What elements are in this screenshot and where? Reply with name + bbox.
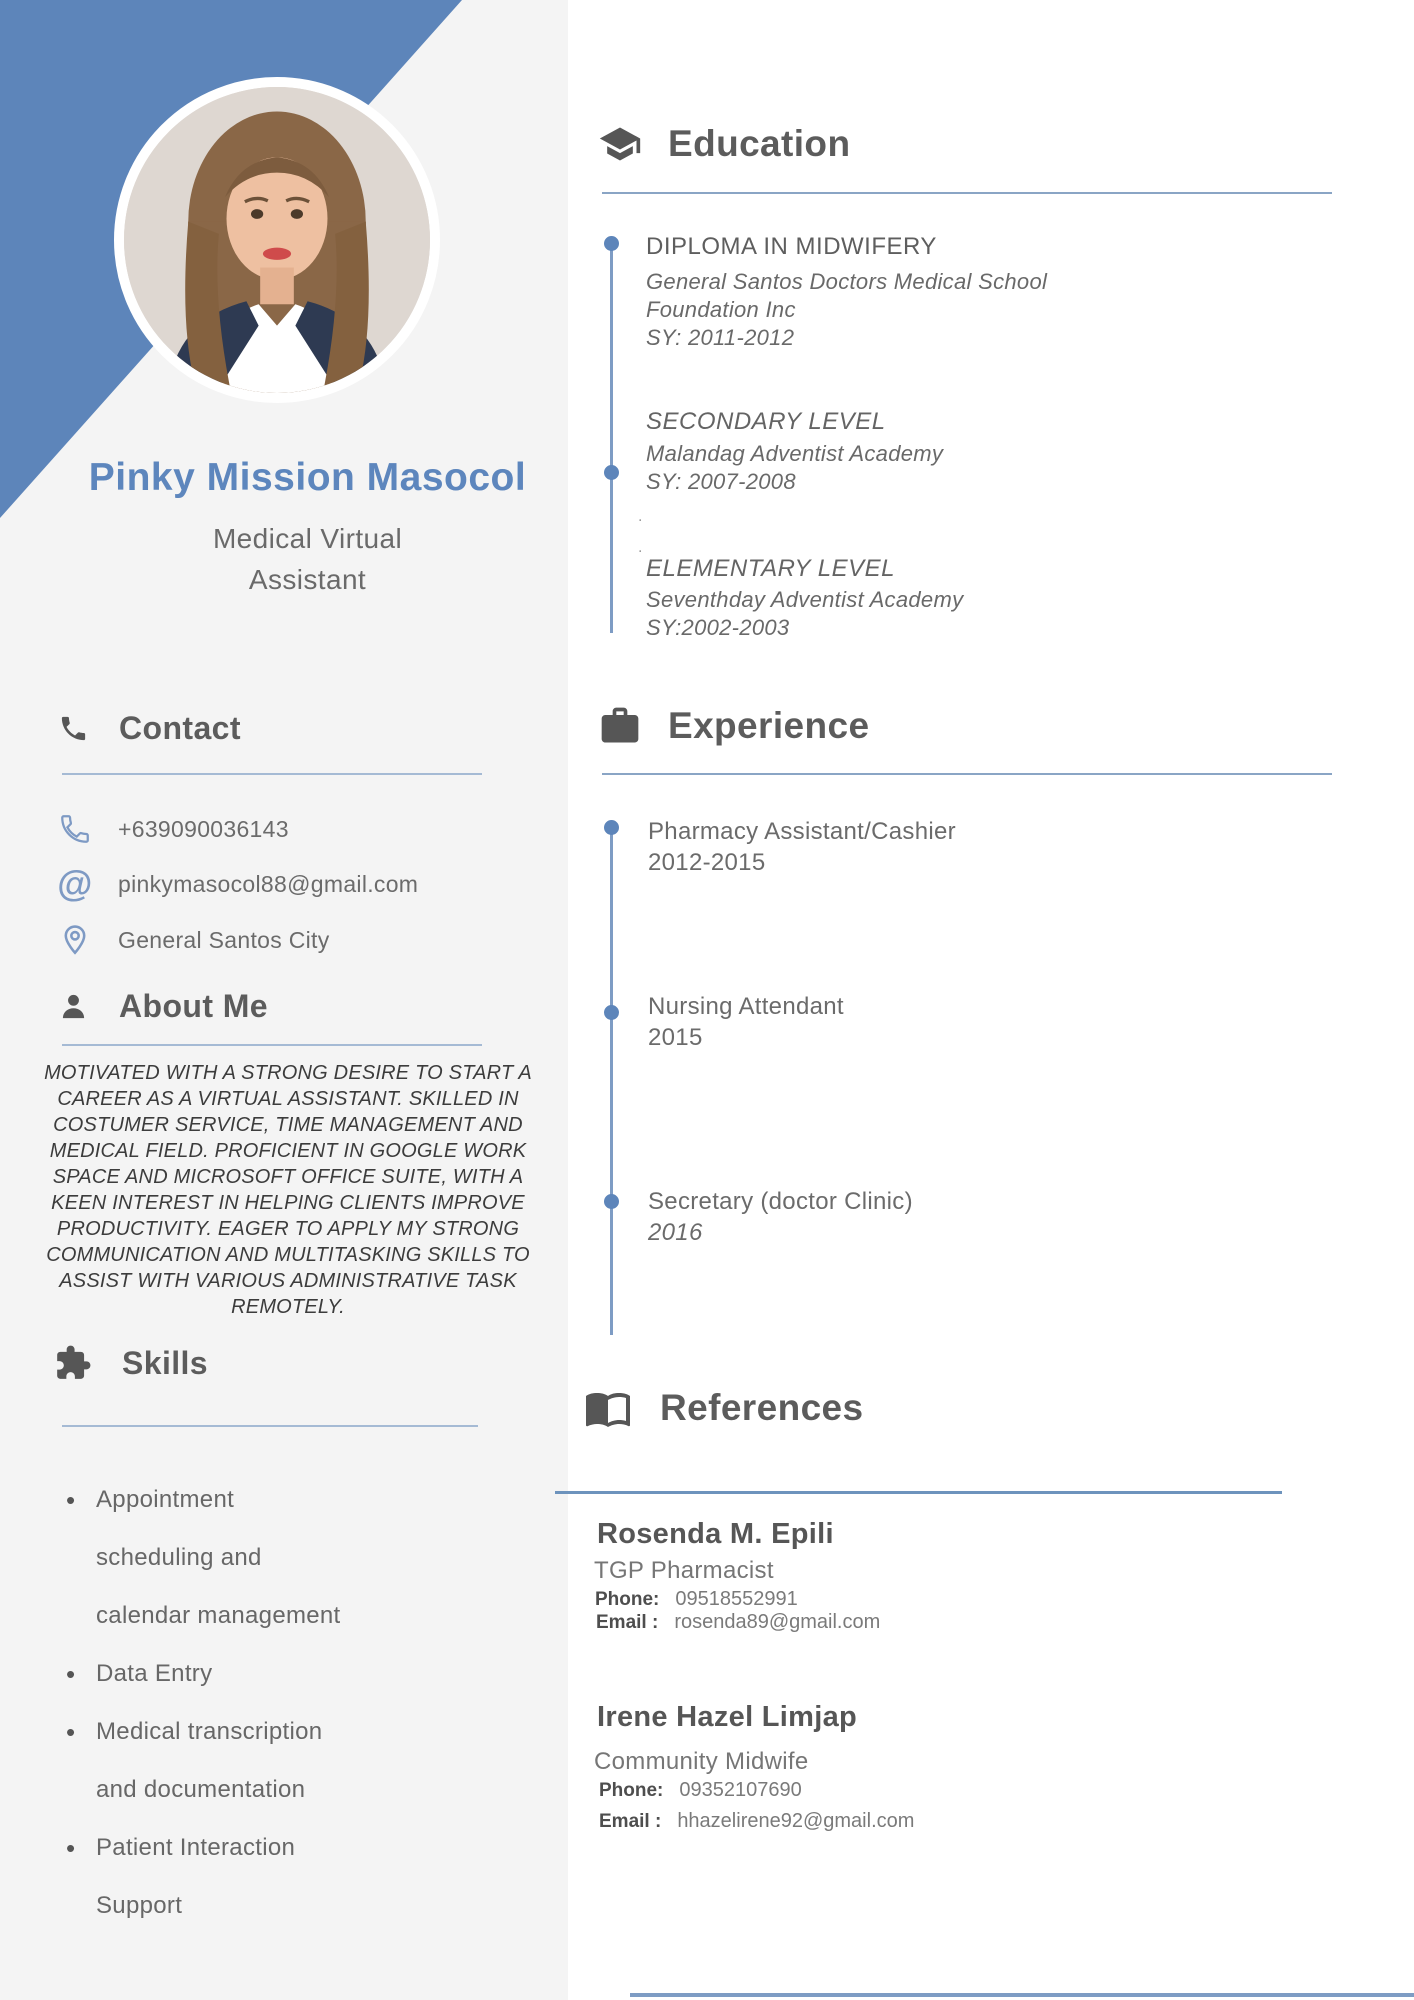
references-section-heading <box>584 1384 864 1432</box>
about-section-heading <box>58 988 268 1025</box>
phone-value: 09352107690 <box>679 1779 802 1801</box>
phone-label: Phone: <box>599 1780 664 1801</box>
skill-item: • Patient Interaction Support <box>58 1819 348 1935</box>
puzzle-icon <box>54 1344 92 1382</box>
skills-list <box>58 1471 348 1935</box>
contact-item-phone <box>56 812 289 846</box>
experience-entry-period: 2015 <box>648 1024 703 1051</box>
education-detail-line: Seventhday Adventist Academy <box>646 587 964 612</box>
education-divider <box>602 192 1332 194</box>
reference-email-row <box>596 1611 880 1634</box>
about-heading-label: About Me <box>119 988 268 1024</box>
briefcase-icon <box>598 704 642 748</box>
email-value: rosenda89@gmail.com <box>674 1611 881 1633</box>
education-entry-title: DIPLOMA IN MIDWIFERY <box>646 233 937 260</box>
experience-entry-period: 2016 <box>648 1219 703 1246</box>
education-detail-line: SY: 2007-2008 <box>646 469 796 494</box>
phone-icon <box>58 713 89 744</box>
references-heading-label: References <box>660 1387 864 1428</box>
experience-timeline-line <box>610 828 613 1335</box>
reference-role: TGP Pharmacist <box>594 1557 774 1584</box>
person-icon <box>58 991 89 1022</box>
left-sidebar <box>0 0 568 2000</box>
phone-label: Phone: <box>595 1589 660 1610</box>
education-detail-line: General Santos Doctors Medical School <box>646 269 1048 294</box>
education-timeline-line <box>610 243 613 633</box>
contact-section-heading <box>58 710 241 747</box>
phone-value: 09518552991 <box>675 1588 798 1610</box>
email-label: Email : <box>596 1612 659 1633</box>
experience-entry-title: Nursing Attendant <box>648 993 844 1020</box>
education-detail-line: Malandag Adventist Academy <box>646 441 944 466</box>
timeline-dot <box>604 1194 619 1209</box>
experience-divider <box>602 773 1332 775</box>
graduation-cap-icon <box>598 122 642 166</box>
education-entry-details <box>646 268 1047 352</box>
stray-mark: . <box>638 539 643 556</box>
contact-item-email <box>56 863 419 904</box>
references-divider <box>555 1491 1282 1494</box>
reference-role: Community Midwife <box>594 1748 809 1775</box>
location-pin-icon <box>56 923 94 957</box>
education-section-heading <box>598 122 850 166</box>
education-entry-details <box>646 586 963 642</box>
timeline-dot <box>604 465 619 480</box>
reference-phone-row <box>599 1779 802 1802</box>
experience-entry-title: Secretary (doctor Clinic) <box>648 1188 913 1215</box>
profile-photo <box>114 77 440 403</box>
email-value: hhazelirene92@gmail.com <box>677 1810 915 1832</box>
phone-number: +639090036143 <box>118 815 289 842</box>
skills-divider <box>62 1425 478 1427</box>
contact-heading-label: Contact <box>119 710 241 746</box>
reference-email-row <box>599 1810 914 1833</box>
reference-name: Rosenda M. Epili <box>597 1518 834 1550</box>
contact-divider <box>62 773 482 775</box>
experience-entry-period: 2012-2015 <box>648 849 766 876</box>
avatar <box>124 87 430 393</box>
main-column <box>568 0 1414 2000</box>
reference-name: Irene Hazel Limjap <box>597 1701 858 1733</box>
experience-section-heading <box>598 704 869 748</box>
reference-phone-row <box>595 1588 798 1611</box>
education-detail-line: Foundation Inc <box>646 297 796 322</box>
phone-outline-icon <box>56 812 94 846</box>
education-entry-title: ELEMENTARY LEVEL <box>646 555 895 582</box>
location-text: General Santos City <box>118 926 330 953</box>
education-detail-line: SY:2002-2003 <box>646 615 790 640</box>
open-book-icon <box>584 1384 632 1432</box>
email-label: Email : <box>599 1811 662 1832</box>
education-detail-line: SY: 2011-2012 <box>646 325 795 350</box>
skills-heading-label: Skills <box>122 1344 209 1381</box>
skill-item: • Data Entry <box>58 1645 348 1703</box>
job-title-line2: Assistant <box>248 564 367 595</box>
contact-item-location <box>56 923 330 957</box>
about-paragraph: MOTIVATED WITH A STRONG DESIRE TO START A CAREER AS A VIRTUAL ASSISTANT. SKILLED IN COSTUMER SERVICE, TIME MANAGEMENT AND MEDICAL FIELD. PROFICIENT IN GOOGLE WORK SPACE AND MICROSOFT OFFICE SUITE, WITH A KEEN INTEREST IN HELPING CLIENTS IMPROVE PRODUCTIVITY. EAGER TO APPLY MY STRONG COMMUNICATION AND MULTITASKING SKILLS TO ASSIST WITH VARIOUS ADMINISTRATIVE TASK REMOTELY. <box>44 1062 532 1318</box>
email-address: pinkymasocol88@gmail.com <box>118 870 419 897</box>
footer-accent-line <box>630 1993 1414 1997</box>
education-entry-details <box>646 440 943 496</box>
job-title <box>50 518 565 600</box>
job-title-line1: Medical Virtual <box>212 523 403 554</box>
person-name: Pinky Mission Masocol <box>88 456 527 499</box>
skills-section-heading <box>54 1344 208 1382</box>
education-entry-title: SECONDARY LEVEL <box>646 408 886 435</box>
timeline-dot <box>604 1005 619 1020</box>
education-heading-label: Education <box>668 123 851 164</box>
timeline-dot <box>604 236 619 251</box>
experience-entry-title: Pharmacy Assistant/Cashier <box>648 818 956 845</box>
experience-heading-label: Experience <box>668 705 870 746</box>
about-divider <box>62 1044 482 1046</box>
skill-item: • Appointment scheduling and calendar management <box>58 1471 348 1645</box>
skill-item: • Medical transcription and documentation <box>58 1703 348 1819</box>
stray-mark: . <box>638 508 643 525</box>
at-sign-icon: @ <box>57 863 93 904</box>
timeline-dot <box>604 820 619 835</box>
